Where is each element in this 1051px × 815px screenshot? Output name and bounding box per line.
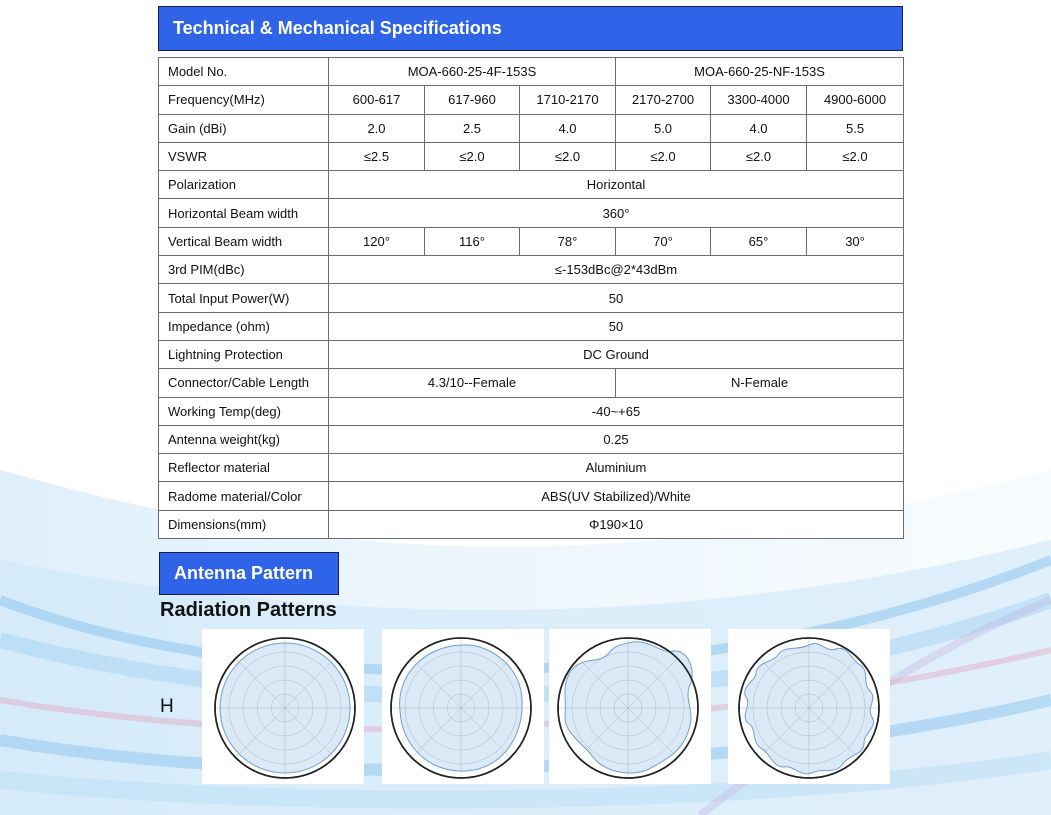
spec-label: Reflector material [159, 454, 329, 482]
spec-label: VSWR [159, 142, 329, 170]
table-row [159, 199, 904, 227]
table-row [159, 482, 904, 510]
spec-value: MOA-660-25-4F-153S [329, 58, 616, 86]
spec-value: 617-960 [425, 86, 520, 114]
table-row [159, 425, 904, 453]
antenna-pattern-title: Antenna Pattern [174, 563, 314, 583]
radiation-pattern-plot [549, 629, 711, 784]
spec-label: Vertical Beam width [159, 227, 329, 255]
spec-value: 600-617 [329, 86, 425, 114]
spec-label: Impedance (ohm) [159, 312, 329, 340]
radiation-pattern-svg [549, 629, 711, 784]
spec-value: ≤2.0 [520, 142, 616, 170]
spec-value: -40~+65 [329, 397, 904, 425]
spec-section-title: Technical & Mechanical Specifications [173, 18, 502, 38]
antenna-pattern-banner [159, 552, 339, 595]
table-row [159, 171, 904, 199]
radiation-pattern-svg [382, 629, 544, 784]
spec-value: 116° [425, 227, 520, 255]
spec-value: N-Female [616, 369, 904, 397]
radiation-pattern-svg [202, 629, 364, 784]
spec-value: 2.5 [425, 114, 520, 142]
spec-value: 5.5 [807, 114, 904, 142]
spec-label: Gain (dBi) [159, 114, 329, 142]
spec-value: ABS(UV Stabilized)/White [329, 482, 904, 510]
spec-label: Horizontal Beam width [159, 199, 329, 227]
spec-label: Model No. [159, 58, 329, 86]
spec-value: 30° [807, 227, 904, 255]
spec-value: 65° [711, 227, 807, 255]
spec-value: ≤2.0 [807, 142, 904, 170]
table-row [159, 86, 904, 114]
spec-value: ≤2.5 [329, 142, 425, 170]
table-row [159, 284, 904, 312]
radiation-pattern-svg [728, 629, 890, 784]
spec-label: Radome material/Color [159, 482, 329, 510]
radiation-pattern-plot [382, 629, 544, 784]
table-row [159, 312, 904, 340]
radiation-pattern-plot [728, 629, 890, 784]
spec-value: ≤-153dBc@2*43dBm [329, 256, 904, 284]
spec-table [158, 57, 904, 539]
table-row [159, 510, 904, 538]
radiation-patterns-heading: Radiation Patterns [160, 599, 337, 621]
h-plane-label: H [160, 696, 174, 717]
spec-value: ≤2.0 [616, 142, 711, 170]
spec-label: Frequency(MHz) [159, 86, 329, 114]
spec-value: Φ190×10 [329, 510, 904, 538]
table-row [159, 397, 904, 425]
spec-label: Working Temp(deg) [159, 397, 329, 425]
spec-value: Horizontal [329, 171, 904, 199]
spec-value: 120° [329, 227, 425, 255]
spec-label: Polarization [159, 171, 329, 199]
spec-value: 5.0 [616, 114, 711, 142]
spec-value: 70° [616, 227, 711, 255]
spec-value: 4900-6000 [807, 86, 904, 114]
spec-label: Connector/Cable Length [159, 369, 329, 397]
spec-value: ≤2.0 [425, 142, 520, 170]
spec-value: MOA-660-25-NF-153S [616, 58, 904, 86]
spec-value: 4.0 [520, 114, 616, 142]
table-row [159, 369, 904, 397]
table-row [159, 256, 904, 284]
spec-value: ≤2.0 [711, 142, 807, 170]
spec-label: Total Input Power(W) [159, 284, 329, 312]
table-row [159, 227, 904, 255]
spec-value: 360° [329, 199, 904, 227]
spec-label: Antenna weight(kg) [159, 425, 329, 453]
spec-value: 0.25 [329, 425, 904, 453]
spec-value: 2.0 [329, 114, 425, 142]
spec-label: Dimensions(mm) [159, 510, 329, 538]
table-row [159, 340, 904, 368]
table-row [159, 58, 904, 86]
spec-label: Lightning Protection [159, 340, 329, 368]
spec-value: 1710-2170 [520, 86, 616, 114]
spec-value: DC Ground [329, 340, 904, 368]
table-row [159, 142, 904, 170]
spec-value: 50 [329, 284, 904, 312]
spec-value: 50 [329, 312, 904, 340]
spec-section-banner [158, 6, 903, 51]
spec-value: 3300-4000 [711, 86, 807, 114]
spec-value: 4.3/10--Female [329, 369, 616, 397]
spec-value: 2170-2700 [616, 86, 711, 114]
spec-value: 78° [520, 227, 616, 255]
radiation-pattern-plot [202, 629, 364, 784]
table-row [159, 114, 904, 142]
table-row [159, 454, 904, 482]
spec-value: 4.0 [711, 114, 807, 142]
spec-value: Aluminium [329, 454, 904, 482]
spec-label: 3rd PIM(dBc) [159, 256, 329, 284]
